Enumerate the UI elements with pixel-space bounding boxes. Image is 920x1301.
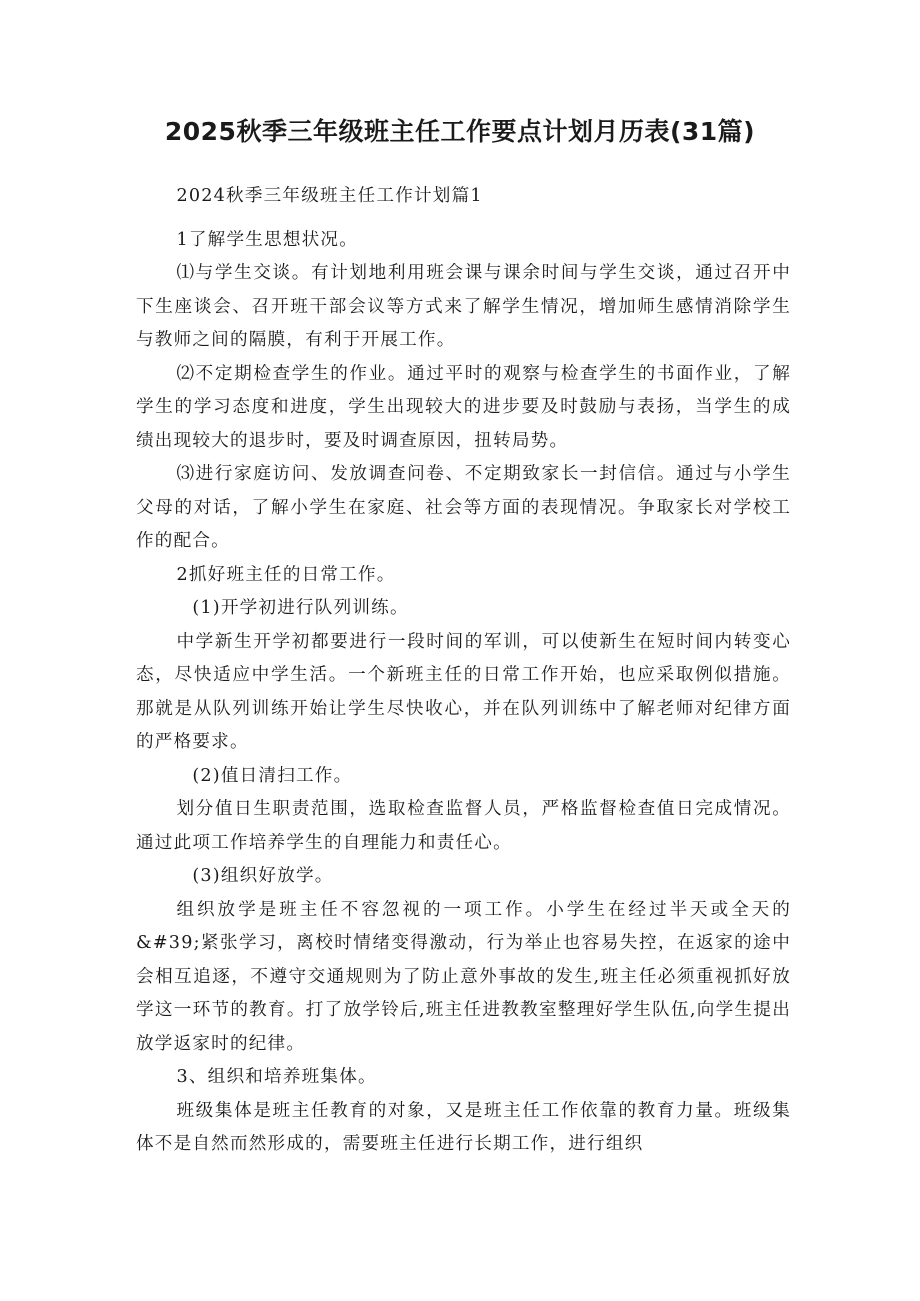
paragraph-class-collective: 班级集体是班主任教育的对象，又是班主任工作依靠的教育力量。班级集体不是自然而然形成的，需要班主任进行长期工作，进行组织 (136, 1100, 791, 1154)
document-body (136, 180, 791, 1162)
heading-daily-work: 2抓好班主任的日常工作。 (176, 564, 396, 585)
subheading-dismissal: (3)组织好放学。 (192, 866, 334, 886)
paragraph-cleaning-duty: 划分值日生职责范围，选取检查监督人员，严格监督检查值日完成情况。通过此项工作培养学生的自理能力和责任心。 (136, 799, 791, 853)
subheading-cleaning-duty: (2)值日清扫工作。 (192, 765, 353, 786)
subheading-queue-training: (1)开学初进行队列训练。 (192, 598, 409, 618)
paragraph-talk-with-students: ⑴与学生交谈。有计划地利用班会课与课余时间与学生交谈，通过召开中下生座谈会、召开班干部会议等方式来了解学生情况，增加师生感情消除学生与教师之间的隔膜，有利于开展工作。 (136, 263, 791, 350)
heading-understand-students: 1了解学生思想状况。 (176, 229, 359, 250)
paragraph-home-visits: ⑶进行家庭访问、发放调查问卷、不定期致家长一封信信。通过与小学生父母的对话，了解小学生在家庭、社会等方面的表现情况。争取家长对学校工作的配合。 (136, 464, 791, 551)
document-title: 2025秋季三年级班主任工作要点计划月历表(31篇) (164, 117, 756, 146)
paragraph-dismissal: 组织放学是班主任不容忽视的一项工作。小学生在经过半天或全天的&#39;紧张学习，离校时情绪变得激动，行为举止也容易失控，在返家的途中会相互追逐，不遵守交通规则为了防止意外事故的发生,班主任必须重视抓好放学这一环节的教育。打了放学铃后,班主任进教教室整理好学生队伍,向学生提出放学返家时的纪律。 (136, 899, 791, 1054)
heading-class-collective: 3、组织和培养班集体。 (176, 1067, 377, 1087)
section-subtitle: 2024秋季三年级班主任工作计划篇1 (176, 186, 483, 206)
paragraph-check-homework: ⑵不定期检查学生的作业。通过平时的观察与检查学生的书面作业，了解学生的学习态度和进度，学生出现较大的进步要及时鼓励与表扬，当学生的成绩出现较大的退步时，要及时调查原因，扭转局势。 (136, 363, 791, 451)
paragraph-queue-training: 中学新生开学初都要进行一段时间的军训，可以使新生在短时间内转变心态，尽快适应中学生活。一个新班主任的日常工作开始，也应采取例似措施。那就是从队列训练开始让学生尽快收心，并在队列训练中了解老师对纪律方面的严格要求。 (136, 631, 791, 752)
